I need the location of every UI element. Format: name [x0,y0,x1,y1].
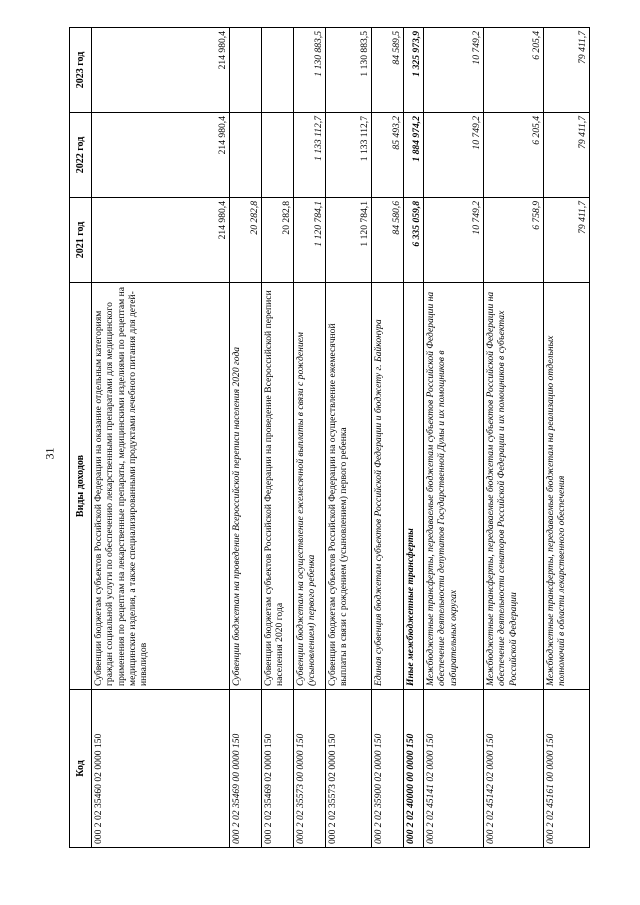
row-2022: 214 980,4 [92,113,230,198]
page-number: 31 [42,447,57,460]
row-kind: Субвенции бюджетам субъектов Российской Федерации на осуществление ежемесячной выплаты в связи с рождением (усыновлением) первого ребенка [326,283,372,690]
row-2023: 214 980,4 [92,28,230,113]
row-2021: 10 749,2 [424,198,484,283]
row-2023: 6 205,4 [484,28,544,113]
header-2023: 2023 год [70,28,92,113]
table-row [544,28,590,848]
row-2022: 1 884 974,2 [404,113,424,198]
row-kind: Субвенции бюджетам на проведение Всероссийской переписи населения 2020 года [230,283,262,690]
row-2021: 79 411,7 [544,198,590,283]
row-2022: 1 133 112,7 [326,113,372,198]
row-2022: 10 749,2 [424,113,484,198]
header-kind: Виды доходов [70,283,92,690]
row-2021: 214 980,4 [92,198,230,283]
row-kind: Субвенции бюджетам на осуществление ежемесячной выплаты в связи с рождением (усыновлением) первого ребенка [294,283,326,690]
row-2021: 1 120 784,1 [326,198,372,283]
row-code: 000 2 02 35469 02 0000 150 [262,690,294,848]
revenue-table [69,27,590,848]
row-2023: 1 130 883,5 [294,28,326,113]
row-kind: Субвенции бюджетам субъектов Российской Федерации на проведение Всероссийской переписи населения 2020 года [262,283,294,690]
row-2023: 1 325 973,9 [404,28,424,113]
row-kind: Межбюджетные трансферты, передаваемые бюджетам на реализацию отдельных полномочий в области лекарственного обеспечения [544,283,590,690]
row-code: 000 2 02 35469 00 0000 150 [230,690,262,848]
row-2023: 84 589,5 [372,28,404,113]
table-row [372,28,404,848]
row-2022 [262,113,294,198]
row-code: 000 2 02 45161 00 0000 150 [544,690,590,848]
row-code: 000 2 02 35460 02 0000 150 [92,690,230,848]
header-2021: 2021 год [70,198,92,283]
row-kind: Межбюджетные трансферты, передаваемые бюджетам субъектов Российской Федерации на обеспечение деятельности сенаторов Российской Федерации и их помощников в субъектах Российской Федерации [484,283,544,690]
table-header-row [70,28,92,848]
header-code: Код [70,690,92,848]
row-2021: 20 282,8 [262,198,294,283]
table-row [92,28,230,848]
row-kind: Единая субвенция бюджетам субъектов Российской Федерации и бюджету г. Байконура [372,283,404,690]
row-2021: 20 282,8 [230,198,262,283]
row-2022: 85 493,2 [372,113,404,198]
row-2023 [230,28,262,113]
row-2022: 1 133 112,7 [294,113,326,198]
row-2023 [262,28,294,113]
row-kind: Межбюджетные трансферты, передаваемые бюджетам субъектов Российской Федерации на обеспечение деятельности депутатов Государственной Думы и их помощников в избирательных округах [424,283,484,690]
row-kind: Иные межбюджетные трансферты [404,283,424,690]
table-row [262,28,294,848]
row-2023: 1 130 883,5 [326,28,372,113]
row-2021: 84 580,6 [372,198,404,283]
header-2022: 2022 год [70,113,92,198]
row-2021: 6 758,9 [484,198,544,283]
table-row [424,28,484,848]
row-code: 000 2 02 35573 02 0000 150 [326,690,372,848]
row-code: 000 2 02 45141 02 0000 150 [424,690,484,848]
rotated-table-container [69,28,588,848]
row-code: 000 2 02 35573 00 0000 150 [294,690,326,848]
row-kind: Субвенции бюджетам субъектов Российской Федерации на оказание отдельным категориям граждан социальной услуги по обеспечению лекарственными препаратами для медицинского применения по рецептам на лекарственные препараты, медицинскими изделиями по рецептам на медицинские изделия, а также специализированными продуктами лечебного питания для детей-инвалидов [92,283,230,690]
table-row [230,28,262,848]
row-2022 [230,113,262,198]
row-code: 000 2 02 40000 00 0000 150 [404,690,424,848]
table-row [294,28,326,848]
table-row [484,28,544,848]
row-2021: 6 335 059,8 [404,198,424,283]
table-row-total [404,28,424,848]
row-2021: 1 120 784,1 [294,198,326,283]
row-2022: 79 411,7 [544,113,590,198]
row-code: 000 2 02 45142 02 0000 150 [484,690,544,848]
row-2023: 79 411,7 [544,28,590,113]
row-code: 000 2 02 35900 02 0000 150 [372,690,404,848]
table-row [326,28,372,848]
row-2023: 10 749,2 [424,28,484,113]
row-2022: 6 205,4 [484,113,544,198]
